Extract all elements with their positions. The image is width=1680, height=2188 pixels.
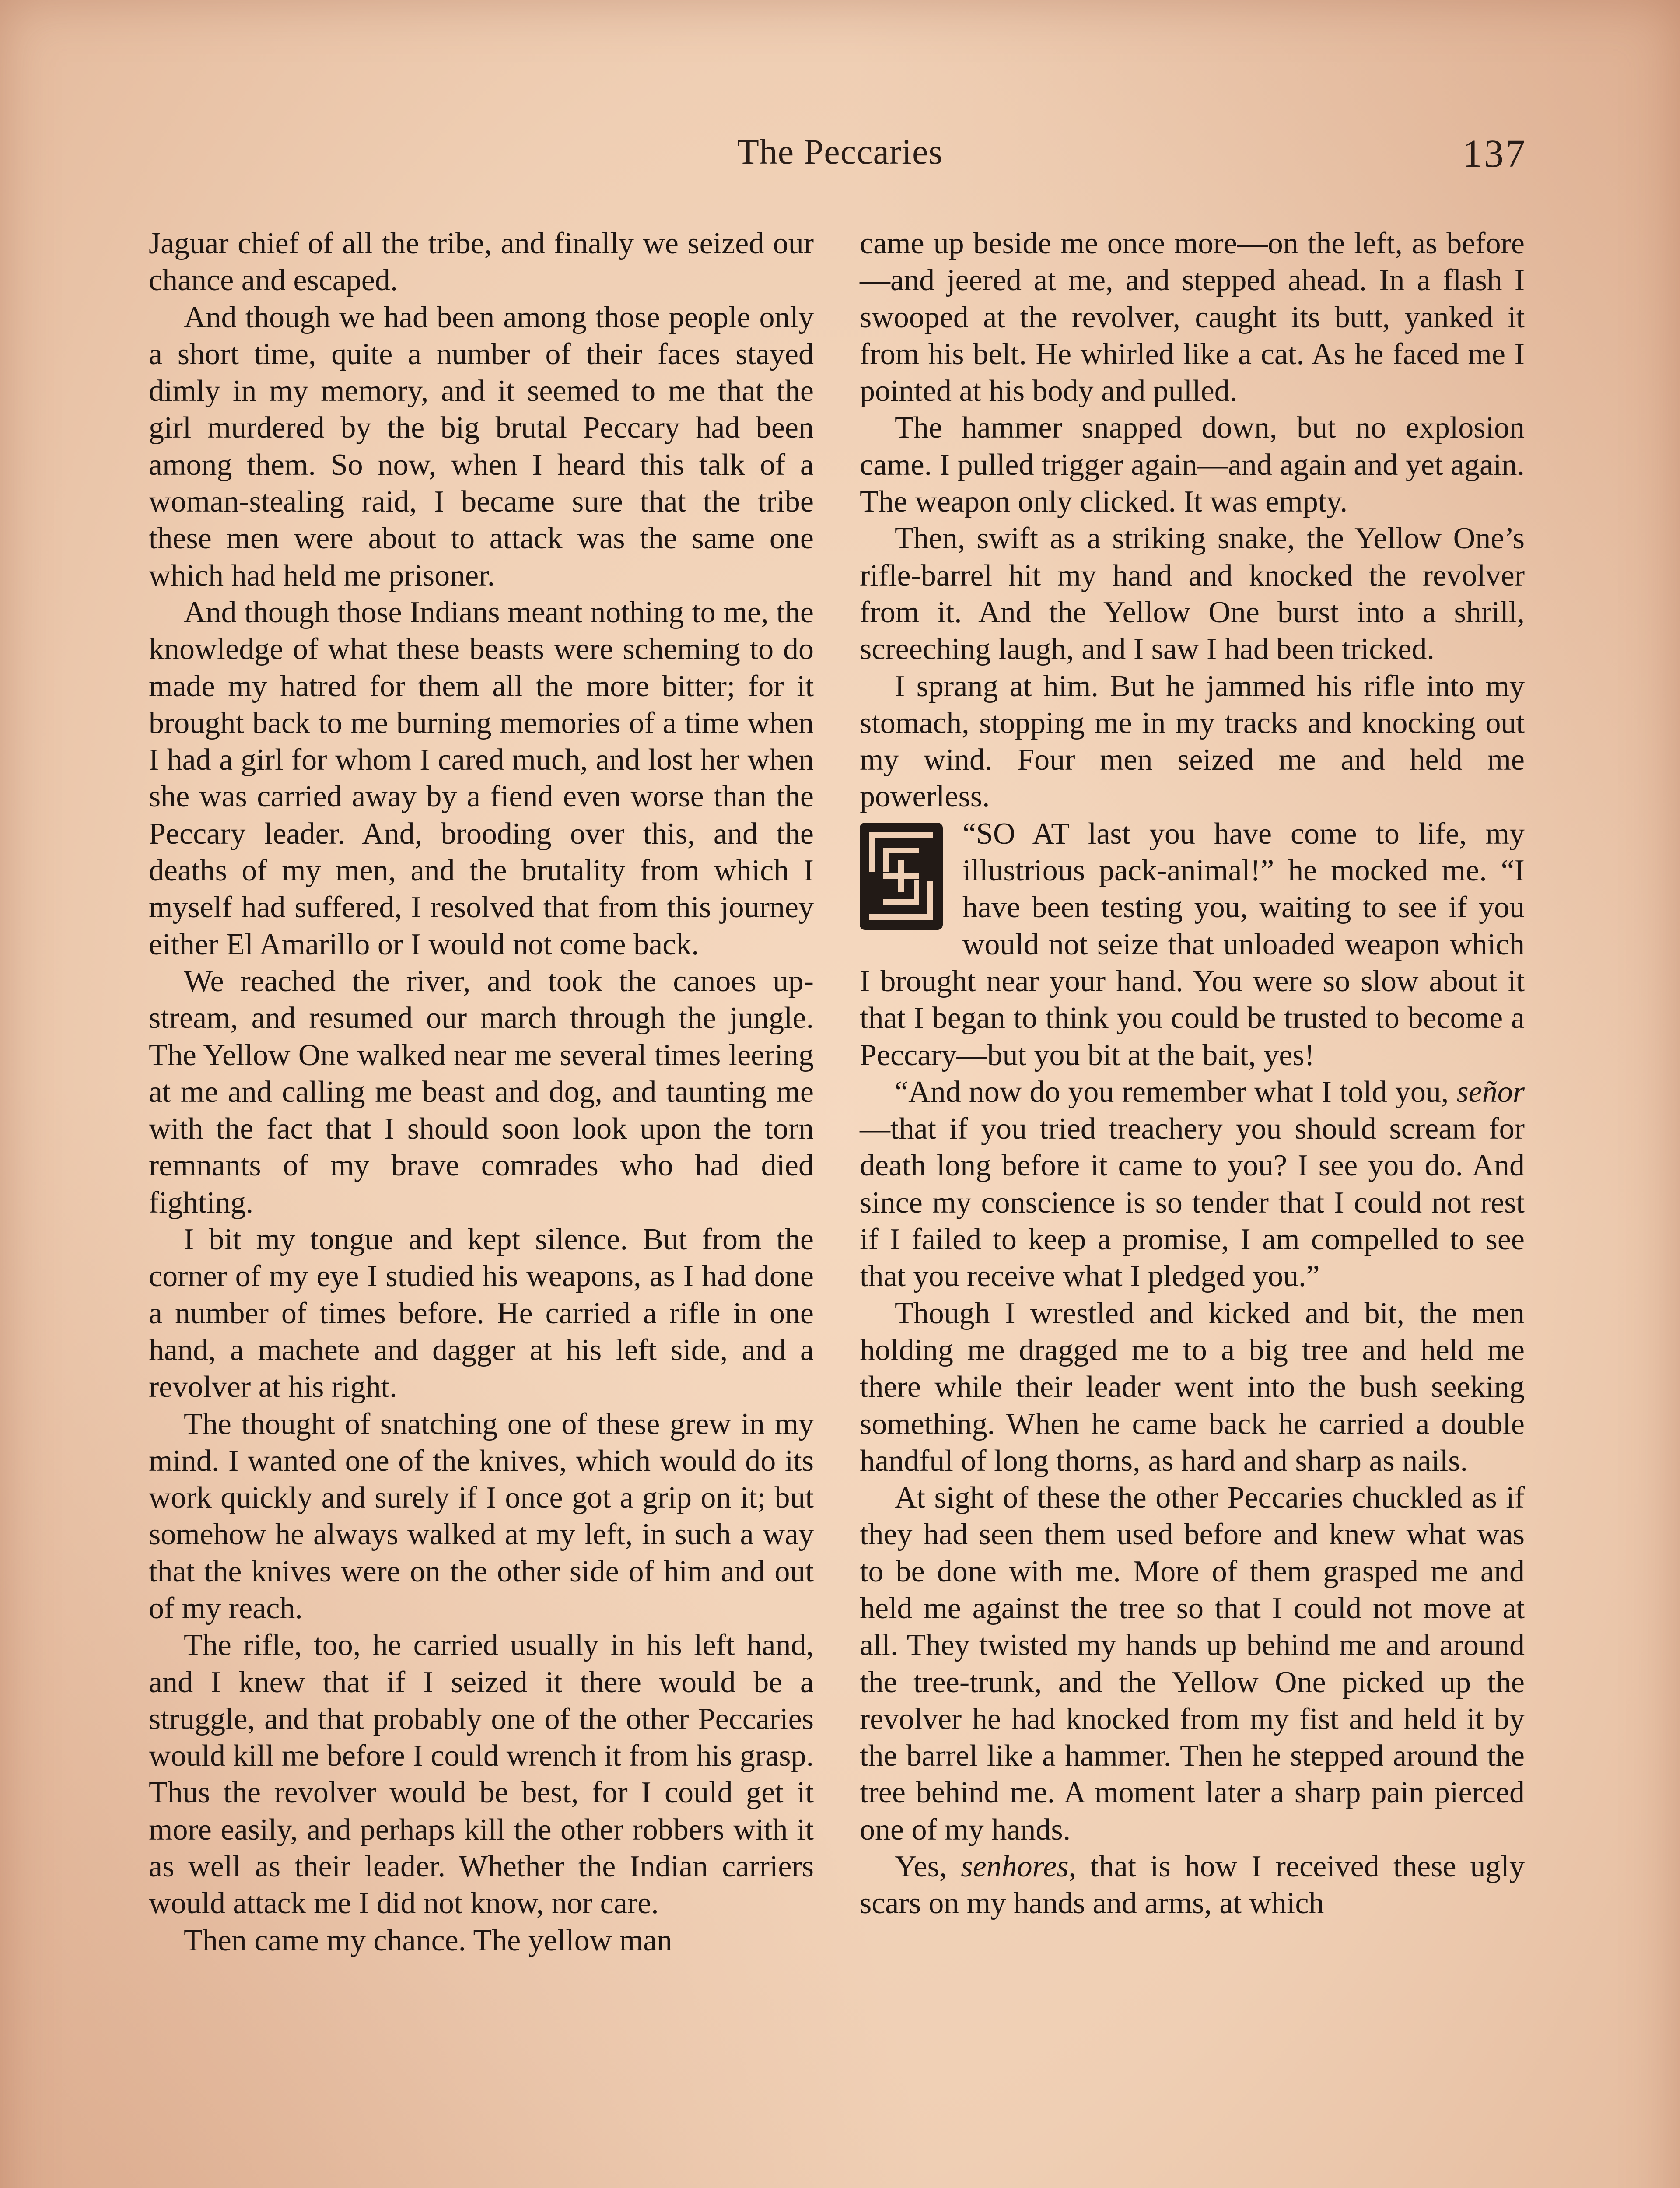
paragraph: I sprang at him. But he jammed his rifle into my stomach, stopping me in my tracks and knocking out my wind. Four men seized me and held me powerless.	[860, 669, 1525, 814]
text-span: “And now do you remember what I told you,	[895, 1075, 1457, 1109]
italic-word: señor	[1456, 1075, 1525, 1109]
paragraph: Then, swift as a striking snake, the Yellow One’s rifle-barrel hit my hand and knocked the revolver from it. And the Yellow One burst into a shrill, screeching laugh, and I saw I had been tricked.	[860, 522, 1525, 666]
paragraph: came up beside me once more—on the left, as before—and jeered at me, and stepped ahead. In a flash I swooped at the revolver, caught its butt, yanked it from his belt. He whirled like a cat. As he faced me I pointed at his body and pulled.	[860, 227, 1525, 408]
italic-word: senhores	[961, 1850, 1069, 1884]
text-span: , that is how I received these ugly scars on my hands and arms, at which	[860, 1850, 1525, 1921]
ornament-icon	[860, 823, 943, 930]
paragraph: The rifle, too, he carried usually in his left hand, and I knew that if I seized it there would be a struggle, and that probably one of the other Peccaries would kill me before I could wrench it from his grasp. Thus the revolver would be best, for I could get it more easily, and perhaps kill the other robbers with it as well as their leader. Whether the Indian carriers would attack me I did not know, nor care.	[149, 1628, 814, 1921]
paragraph: The hammer snapped down, but no explosion came. I pulled trigger again—and again and yet again. The weapon only clicked. It was empty.	[860, 411, 1525, 519]
left-column	[149, 225, 814, 1959]
running-header-title: The Peccaries	[737, 132, 943, 172]
paragraph: Though I wrestled and kicked and bit, the men holding me dragged me to a big tree and held me there while their leader went into the bush seeking something. When he came back he carried a double handful of long thorns, as hard and sharp as nails.	[860, 1296, 1525, 1478]
paragraph: We reached the river, and took the canoes up-stream, and resumed our march through the jungle. The Yellow One walked near me several times leering at me and calling me beast and dog, and taunting me with the fact that I should soon look upon the torn remnants of my brave comrades who had died fighting.	[149, 964, 814, 1220]
paragraph: And though those Indians meant nothing to me, the knowledge of what these beasts were scheming to do made my hatred for them all the more bitter; for it brought back to me burning memories of a time when I had a girl for whom I cared much, and lost her when she was carried away by a fiend even worse than the Peccary leader. And, brooding over this, and the deaths of my men, and the brutality from which I myself had suffered, I resolved that from this journey either El Amarillo or I would not come back.	[149, 595, 814, 961]
paragraph	[860, 1074, 1525, 1295]
paragraph: Jaguar chief of all the tribe, and finally we seized our chance and escaped.	[149, 227, 814, 298]
right-column	[860, 225, 1525, 1922]
paragraph	[860, 1848, 1525, 1922]
text-span: Yes,	[895, 1850, 961, 1884]
page-number: 137	[1463, 132, 1527, 175]
paragraph: I bit my tongue and kept silence. But from the corner of my eye I studied his weapons, as I had done a number of times before. He carried a rifle in one hand, a machete and dagger at his left side, and a revolver at his right.	[149, 1223, 814, 1404]
paragraph: Then came my chance. The yellow man	[184, 1923, 672, 1957]
ornamental-dropcap	[860, 823, 962, 932]
paragraph-dropcap: “SO AT last you have come to life, my illustrious pack-animal!” he mocked me. “I have been testing you, waiting to see if you would not seize that unloaded weapon which I brought near your hand. You were so slow about it that I began to think you could be trusted to become a Peccary—but you bit at the bait, yes!	[860, 817, 1525, 1072]
paragraph: And though we had been among those people only a short time, quite a number of their faces stayed dimly in my memory, and it seemed to me that the girl murdered by the big brutal Peccary had been among them. So now, when I heard this talk of a woman-stealing raid, I became sure that the tribe these men were about to attack was the same one which had held me prisoner.	[149, 300, 814, 593]
paragraph: At sight of these the other Peccaries chuckled as if they had seen them used before and knew what was to be done with me. More of them grasped me and held me against the tree so that I could not move at all. They twisted my hands up behind me and around the tree-trunk, and the Yellow One picked up the revolver he had knocked from my fist and held it by the barrel like a hammer. Then he stepped around the tree behind me. A moment later a sharp pain pierced one of my hands.	[860, 1481, 1525, 1847]
text-span: —that if you tried treachery you should scream for death long before it came to you? I see you do. And since my conscience is so tender that I could not rest if I failed to keep a promise, I am compelled to see that you receive what I pledged you.”	[860, 1112, 1525, 1294]
paragraph: The thought of snatching one of these grew in my mind. I wanted one of the knives, which would do its work quickly and surely if I once got a grip on it; but somehow he always walked at my left, in such a way that the knives were on the other side of him and out of my reach.	[149, 1407, 814, 1625]
